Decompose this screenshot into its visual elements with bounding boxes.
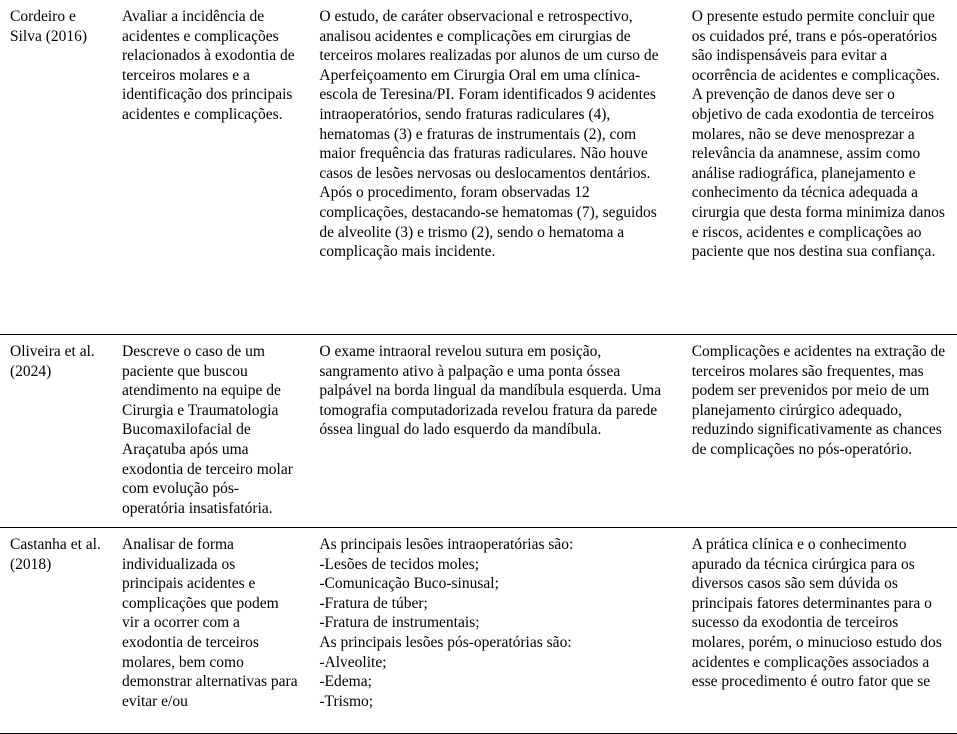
objective-cell: Analisar de forma individualizada os principais acidentes e complicações que podem vir a ocorrer com a exodontia de terceiros molares, bem como demonstrar alternativas para evitar e/ou [112,528,309,734]
table-row [0,335,957,528]
objective-cell: Descreve o caso de um paciente que buscou atendimento na equipe de Cirurgia e Traumatologia Bucomaxilofacial de Araçatuba após uma exodontia de terceiro molar com evolução pós-operatória insatisfatória. [112,335,309,528]
objective-cell: Avaliar a incidência de acidentes e complicações relacionados à exodontia de terceiros molares e a identificação dos principais acidentes e complicações. [112,0,309,335]
results-line: As principais lesões pós-operatórias são: [319,633,572,651]
author-cell: Oliveira et al. (2024) [0,335,112,528]
author-cell: Cordeiro e Silva (2016) [0,0,112,335]
results-line: -Fratura de túber; [319,594,428,612]
results-line: -Fratura de instrumentais; [319,614,480,632]
results-line: -Comunicação Buco-sinusal; [319,575,499,593]
results-line: -Trismo; [319,692,374,710]
conclusion-cell: O presente estudo permite concluir que os cuidados pré, trans e pós-operatórios são indispensáveis para evitar a ocorrência de acidentes e complicações. A prevenção de danos deve ser o objetivo de cada exodontia de terceiros molares, não se deve menosprezar a relevância da anamnese, assim como análise radiográfica, planejamento e conhecimento da técnica adequada a cirurgia que desta forma minimiza danos e riscos, acidentes e complicações ao paciente que nos destina sua confiança. [682,0,957,335]
results-line: -Edema; [319,673,372,691]
conclusion-cell: A prática clínica e o conhecimento apurado da técnica cirúrgica para os diversos casos são sem dúvida os principais fatores determinantes para o sucesso da exodontia de terceiros molares, porém, o minucioso estudo dos acidentes e complicações associados a esse procedimento é outro fator que se [682,528,957,734]
conclusion-cell: Complicações e acidentes na extração de terceiros molares são frequentes, mas podem ser prevenidos por meio de um planejamento cirúrgico adequado, reduzindo significativamente as chances de complicações no pós-operatório. [682,335,957,528]
results-cell [309,528,681,734]
table-row [0,0,957,335]
results-cell: O exame intraoral revelou sutura em posição, sangramento ativo à palpação e uma ponta óssea palpável na borda lingual da mandíbula esquerda. Uma tomografia computadorizada revelou fratura da parede óssea lingual do lado esquerdo da mandíbula. [309,335,681,528]
results-line: -Lesões de tecidos moles; [319,555,480,573]
author-cell: Castanha et al. (2018) [0,528,112,734]
results-line: -Alveolite; [319,653,387,671]
results-line: As principais lesões intraoperatórias são: [319,536,574,553]
results-cell: O estudo, de caráter observacional e retrospectivo, analisou acidentes e complicações em cirurgias de terceiros molares realizadas por alunos de um curso de Aperfeiçoamento em Cirurgia Oral em uma clínica-escola de Teresina/PI. Foram identificados 9 acidentes intraoperatórios, sendo fraturas radiculares (4), hematomas (3) e fraturas de instrumentais (2), com maior frequência das fraturas radiculares. Não houve casos de lesões nervosas ou deslocamentos dentários. Após o procedimento, foram observadas 12 complicações, destacando-se hematomas (7), seguidos de alveolite (3) e trismo (2), sendo o hematoma a complicação mais incidente. [309,0,681,335]
table-row [0,528,957,734]
